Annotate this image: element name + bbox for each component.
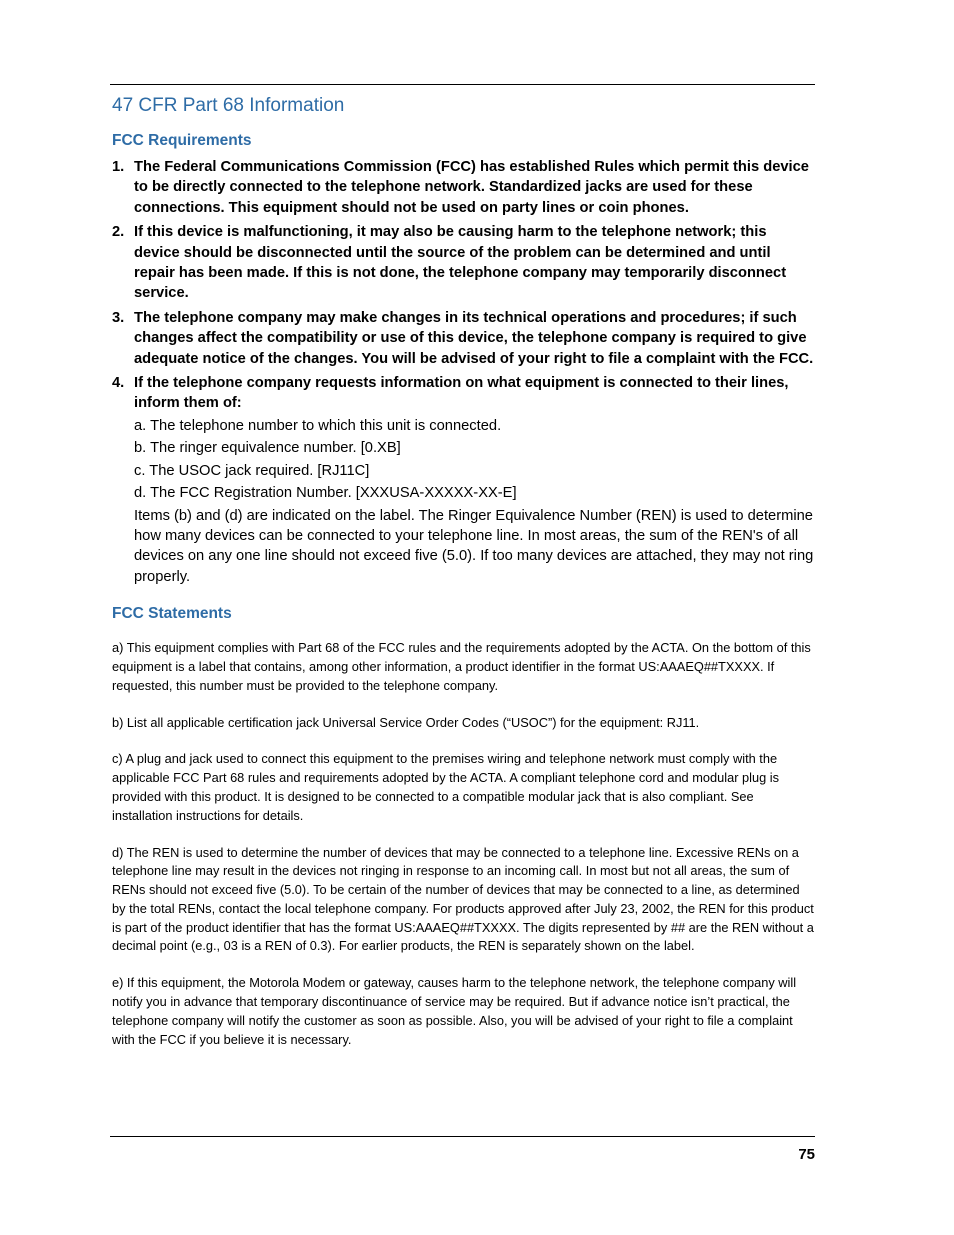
- fcc-requirements-heading: FCC Requirements: [112, 132, 252, 149]
- statement-e: e) If this equipment, the Motorola Modem or gateway, causes harm to the telephone network, the telephone company will notify you in advance that temporary discontinuance of service may be required. But if advance notice isn’t practical, the telephone company will notify the customer as soon as possible. Also, you will be advised of your right to file a complaint with the FCC if you believe it is necessary.: [112, 975, 797, 1047]
- footer-rule: [110, 1136, 815, 1137]
- requirement-item: [112, 308, 815, 369]
- requirement-item: [112, 157, 815, 218]
- statement-a: a) This equipment complies with Part 68 of the FCC rules and the requirements adopted by the ACTA. On the bottom of this equipment is a label that contains, among other information, a product identifier in the format US:AAAEQ##TXXXX. If requested, this number must be provided to the telephone company.: [112, 640, 811, 693]
- requirement-text: The telephone company may make changes in its technical operations and procedures; if such changes affect the compatibility or use of this device, the telephone company is required to give adequate notice of the changes. You will be advised of your right to file a complaint with the FCC.: [134, 309, 814, 367]
- requirement-number: 4.: [112, 375, 125, 392]
- sub-item-phone-number: a. The telephone number to which this unit is connected.: [134, 417, 502, 434]
- sub-item-usoc-jack: c. The USOC jack required. [RJ11C]: [134, 462, 370, 479]
- sub-item-registration-number: d. The FCC Registration Number. [XXXUSA-XXXXX-XX-E]: [134, 485, 517, 502]
- requirement-number: 2.: [112, 224, 125, 241]
- ren-note: Items (b) and (d) are indicated on the label. The Ringer Equivalence Number (REN) is used to determine how many devices can be connected to your telephone line. In most areas, the sum of the REN's of all devices on any one line should not exceed five (5.0). If too many devices are attached, they may not ring properly.: [134, 507, 814, 585]
- requirement-text: If the telephone company requests information on what equipment is connected to their lines, inform them of:: [134, 375, 789, 412]
- header-rule: [110, 84, 815, 85]
- requirement-sub-list: [134, 416, 815, 587]
- page-content: [112, 92, 815, 1067]
- requirement-item: [112, 222, 815, 304]
- statement-b: b) List all applicable certification jack Universal Service Order Codes (“USOC”) for the equipment: RJ11.: [112, 714, 700, 730]
- sub-item-ringer-equivalence: b. The ringer equivalence number. [0.XB]: [134, 440, 401, 457]
- page-number: 75: [798, 1146, 815, 1163]
- statement-c: c) A plug and jack used to connect this equipment to the premises wiring and telephone network must comply with the applicable FCC Part 68 rules and requirements adopted by the ACTA. A compliant telephone cord and modular plug is provided with this product. It is designed to be connected to a compatible modular jack that is also compliant. See installation instructions for details.: [112, 751, 780, 823]
- section-title: 47 CFR Part 68 Information: [112, 95, 345, 116]
- requirement-text: If this device is malfunctioning, it may also be causing harm to the telephone network; this device should be disconnected until the source of the problem can be determined and until repair has been made. If this is not done, the telephone company may temporarily disconnect service.: [134, 224, 787, 302]
- requirements-list: [112, 157, 815, 587]
- statement-d: d) The REN is used to determine the number of devices that may be connected to a telephone line. Excessive RENs on a telephone line may result in the devices not ringing in response to an incoming call. In most but not all areas, the sum of RENs should not exceed five (5.0). To be certain of the number of devices that may be connected to a line, as determined by the total RENs, contact the local telephone company. For products approved after July 23, 2002, the REN for this product is part of the product identifier that has the format US:AAAEQ##TXXXX. The digits represented by ## are the REN without a decimal point (e.g., 03 is a REN of 0.3). For earlier products, the REN is separately shown on the label.: [112, 844, 814, 954]
- requirement-number: 1.: [112, 159, 125, 175]
- fcc-statements-heading: FCC Statements: [112, 605, 232, 623]
- requirement-item: [112, 373, 815, 587]
- requirement-text: The Federal Communications Commission (FCC) has established Rules which permit this device to be directly connected to the telephone network. Standardized jacks are used for these connections. This equipment should not be used on party lines or coin phones.: [134, 159, 809, 216]
- requirement-number: 3.: [112, 309, 125, 326]
